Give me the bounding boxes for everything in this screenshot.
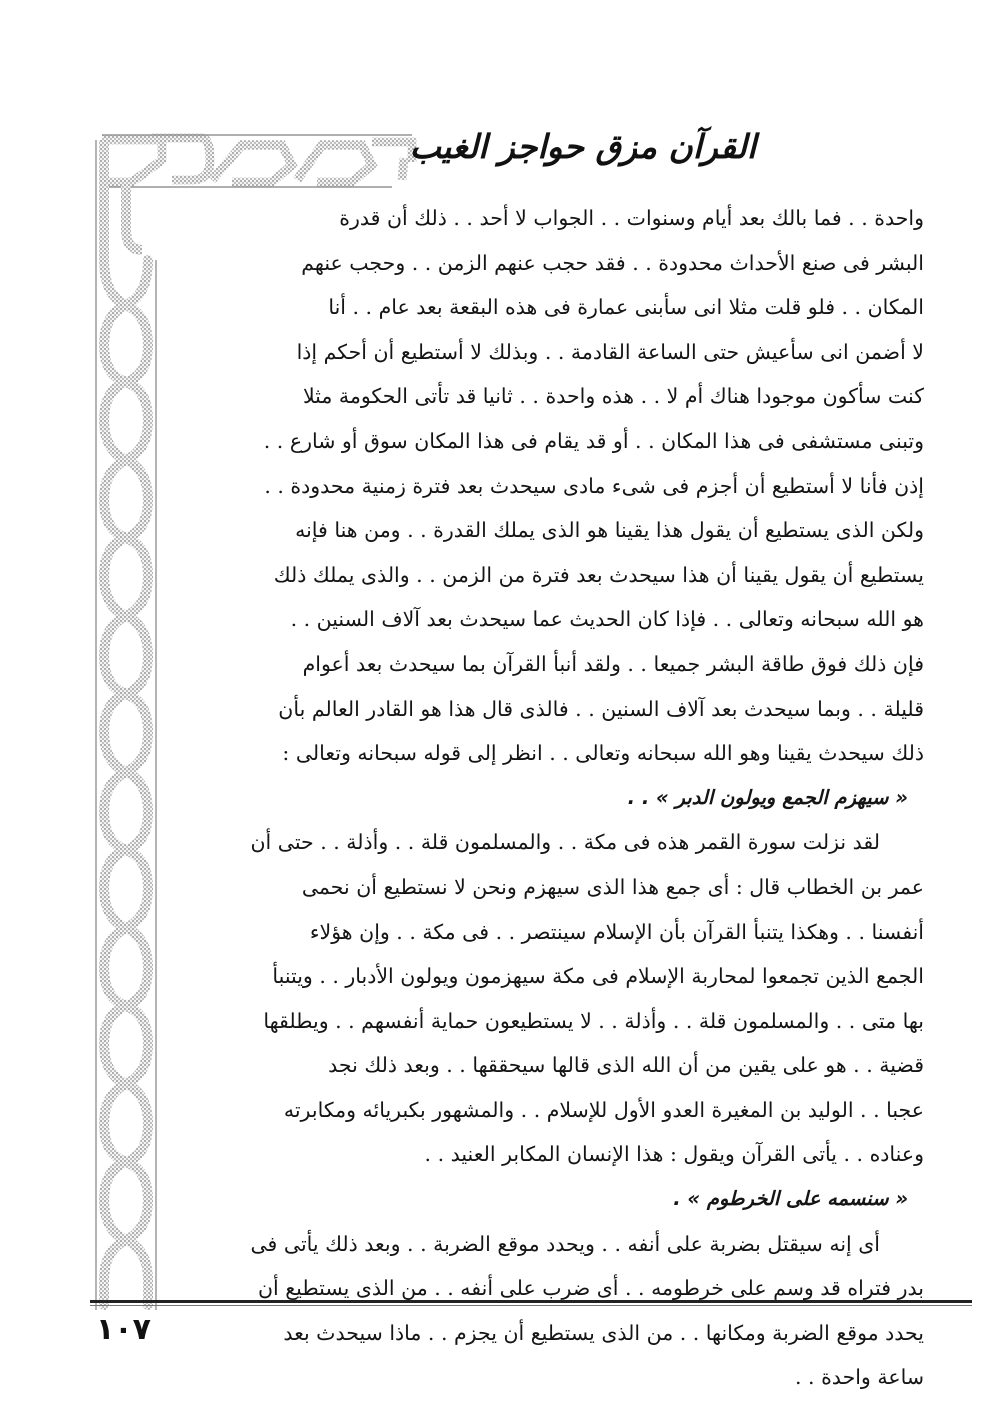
text-line: ذلك سيحدث يقينا وهو الله سبحانه وتعالى . . انظر إلى قوله سبحانه وتعالى : — [282, 741, 924, 766]
text-line: المكان . . فلو قلت مثلا انى سأبنى عمارة فى هذه البقعة بعد عام . . أنا — [328, 295, 924, 320]
text-line: البشر فى صنع الأحداث محدودة . . فقد حجب عنهم الزمن . . وحجب عنهم — [301, 250, 924, 275]
text-line: ساعة واحدة . . — [795, 1365, 924, 1390]
text-line: عمر بن الخطاب قال : أى جمع هذا الذى سيهزم ونحن لا نستطيع أن نحمى — [301, 874, 924, 899]
text-line: يحدد موقع الضربة ومكانها . . من الذى يستطيع أن يجزم . . ماذا سيحدث بعد — [283, 1320, 924, 1345]
text-line: لا أضمن انى سأعيش حتى الساعة القادمة . . وبذلك لا أستطيع أن أحكم إذا — [296, 339, 924, 364]
page-title: القرآن مزق حواجز الغيب — [409, 127, 756, 166]
text-line: قضية . . هو على يقين من أن الله الذى قالها سيحققها . . وبعد ذلك نجد — [328, 1053, 924, 1078]
text-line: يستطيع أن يقول يقينا أن هذا سيحدث بعد فترة من الزمن . . والذى يملك ذلك — [273, 562, 924, 587]
text-line: أى إنه سيقتل بضربة على أنفه . . ويحدد موقع الضربة . . وبعد ذلك يأتى فى — [250, 1231, 880, 1256]
text-line: كنت سأكون موجودا هناك أم لا . . هذه واحدة . . ثانيا قد تأتى الحكومة مثلا — [302, 384, 924, 409]
footer-rule — [90, 1300, 972, 1303]
quran-verse-2: « سنسمه على الخرطوم » . — [673, 1187, 908, 1211]
text-line: هو الله سبحانه وتعالى . . فإذا كان الحديث عما سيحدث بعد آلاف السنين . . — [290, 607, 924, 632]
text-line: أنفسنا . . وهكذا يتنبأ القرآن بأن الإسلام سينتصر . . فى مكة . . وإن هؤلاء — [309, 919, 924, 944]
quran-verse-1: « سيهزم الجمع ويولون الدبر » . . — [627, 785, 908, 809]
text-line: ولكن الذى يستطيع أن يقول هذا يقينا هو الذى يملك القدرة . . ومن هنا فإنه — [295, 518, 924, 543]
text-line: واحدة . . فما بالك بعد أيام وسنوات . . الجواب لا أحد . . ذلك أن قدرة — [339, 206, 924, 230]
text-line: إذن فأنا لا أستطيع أن أجزم فى شىء مادى سيحدث بعد فترة زمنية محدودة . . — [264, 473, 924, 498]
text-line: وعناده . . يأتى القرآن ويقول : هذا الإنسان المكابر العنيد . . — [424, 1142, 924, 1167]
text-line: وتبنى مستشفى فى هذا المكان . . أو قد يقام فى هذا المكان سوق أو شارع . . — [263, 428, 924, 453]
text-line: الجمع الذين تجمعوا لمحاربة الإسلام فى مكة سيهزمون ويولون الأدبار . . ويتنبأ — [272, 964, 924, 989]
footer-rule-thin — [90, 1305, 972, 1306]
text-line: بها متى . . والمسلمون قلة . . وأذلة . . لا يستطيعون حماية أنفسهم . . ويطلقها — [263, 1008, 924, 1033]
text-line: فإن ذلك فوق طاقة البشر جميعا . . ولقد أنبأ القرآن بما سيحدث بعد أعوام — [302, 651, 924, 676]
text-line: لقد نزلت سورة القمر هذه فى مكة . . والمسلمون قلة . . وأذلة . . حتى أن — [250, 830, 880, 855]
text-line: بدر فتراه قد وسم على خرطومه . . أى ضرب على أنفه . . من الذى يستطيع أن — [258, 1276, 924, 1301]
text-line: قليلة . . وبما سيحدث بعد آلاف السنين . . فالذى قال هذا هو القادر العالم بأن — [278, 696, 924, 721]
page-number: ١٠٧ — [96, 1312, 151, 1347]
body-text — [172, 196, 924, 1400]
text-line: عجبا . . الوليد بن المغيرة العدو الأول للإسلام . . والمشهور بكبريائه ومكابرته — [283, 1097, 924, 1122]
